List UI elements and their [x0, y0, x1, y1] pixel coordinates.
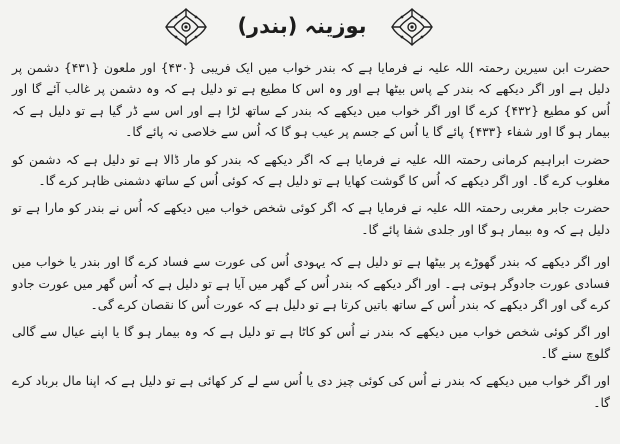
floral-ornament-icon — [163, 6, 209, 48]
paragraph: حضرت ابن سیرین رحمتہ اللہ علیہ نے فرمایا ہے کہ بندر خواب میں ایک فریبی {۴۳۰} اور ملعون {۴۳۱} دشمن پر دلیل ہے اور اگر دیکھے کہ بندر کے پاس بیٹھا ہے اور وہ اس کا مطیع ہے تو دلیل ہے کہ وہ دشمن پر غالب آئے گا اور اُس کو مطیع {۴۳۲} کرے گا اور اگر خواب میں دیکھے کہ بندر کے ساتھ لڑا ہے اور اس سے ڈر گیا ہے تو دلیل ہے کہ بیمار ہو گا اور شفاء {۴۳۳} پائے گا یا اُس کے جسم پر عیب ہو گا کہ اُس سے خلاصی نہ پائے گا۔ — [12, 61, 610, 140]
floral-ornament-icon — [389, 6, 435, 48]
paragraph: حضرت جابر مغربی رحمتہ اللہ علیہ نے فرمایا ہے کہ اگر کوئی شخص خواب میں دیکھے کہ اُس نے بندر کو مارا ہے تو دلیل ہے کہ وہ بیمار ہو گا اور جلدی شفا پائے گا۔ — [12, 201, 610, 237]
article-body — [12, 58, 610, 420]
chapter-header — [0, 2, 620, 52]
paragraph: اور اگر کوئی شخص خواب میں دیکھے کہ بندر نے اُس کو کاٹا ہے تو دلیل ہے کہ وہ بیمار ہو گا یا اپنے عیال سے گالی گلوچ سنے گا۔ — [12, 325, 610, 361]
paragraph: حضرت ابراہیم کرمانی رحمتہ اللہ علیہ نے فرمایا ہے کہ اگر دیکھے کہ بندر کو مار ڈالا ہے تو دلیل ہے کہ دشمن کو مغلوب کرے گا۔ اور اگر دیکھے کہ اُس کا گوشت کھایا ہے تو دلیل ہے کہ کوئی اُس کے ساتھ دشمنی ظاہر کرے گا۔ — [12, 152, 610, 189]
paragraph: اور اگر خواب میں دیکھے کہ بندر نے اُس کی کوئی چیز دی یا اُس سے لے کر کھائی ہے تو دلیل ہے کہ اپنا مال برباد کرے گا۔ — [12, 374, 610, 410]
paragraph: اور اگر دیکھے کہ بندر گھوڑے پر بیٹھا ہے تو دلیل ہے کہ یہودی اُس کی عورت سے فساد کرے گا اور بندر یا خواب میں فسادی عورت جادوگر ہوتی ہے۔ اور اگر دیکھے کہ بندر اُس کے گھر میں آیا ہے تو دلیل ہے کہ اُس گھر میں عورت جادو کرے گی اور اگر دیکھے کہ بندر اُس کے ساتھ باتیں کرتا ہے تو دلیل ہے کہ عورت اُس کا نقصان کرے گی۔ — [12, 255, 610, 313]
chapter-title: بوزینہ (بندر) — [237, 14, 367, 38]
